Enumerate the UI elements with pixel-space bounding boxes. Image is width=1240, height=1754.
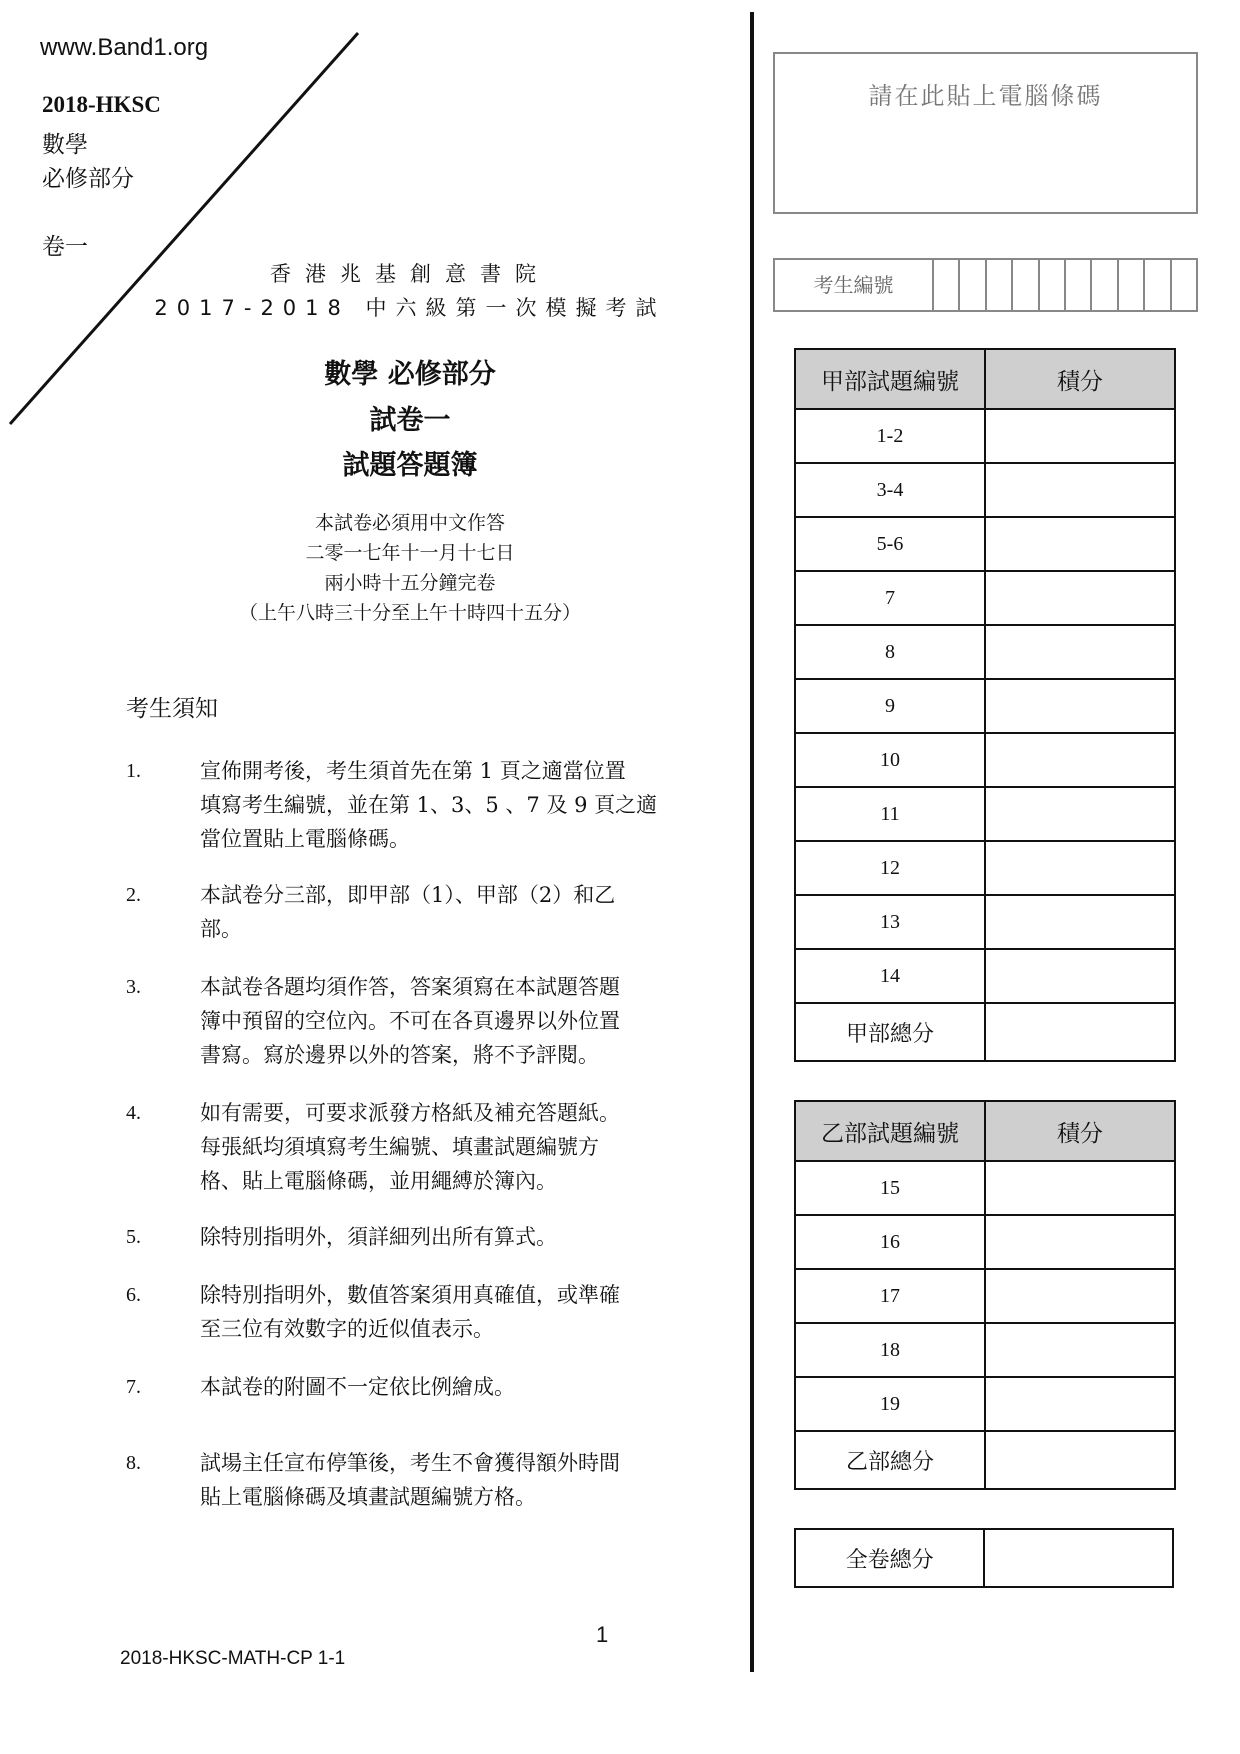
candidate-digit-cell[interactable] (934, 260, 960, 310)
question-number: 3-4 (795, 463, 985, 517)
score-cell[interactable] (985, 1269, 1175, 1323)
notice-number: 5. (126, 1226, 141, 1248)
info-language: 本試卷必須用中文作答 (314, 512, 505, 534)
score-cell[interactable] (985, 733, 1175, 787)
section-a-total-label: 甲部總分 (795, 1003, 985, 1061)
question-number: 19 (795, 1377, 985, 1431)
notice-number: 4. (126, 1102, 141, 1124)
notice-line: 如有需要，可要求派發方格紙及補充答題紙。 (200, 1101, 620, 1125)
question-number: 8 (795, 625, 985, 679)
notice-number: 6. (126, 1284, 141, 1306)
section-b-total-cell[interactable] (985, 1431, 1175, 1489)
question-number: 16 (795, 1215, 985, 1269)
info-time: （上午八時三十分至上午十時四十五分） (238, 602, 581, 624)
score-cell[interactable] (985, 463, 1175, 517)
section-b-header-question: 乙部試題編號 (795, 1101, 985, 1161)
section-b-header-score: 積分 (985, 1101, 1175, 1161)
notice-line: 部。 (200, 917, 242, 941)
section-a-marks-table (794, 348, 1176, 1062)
notice-line: 每張紙均須填寫考生編號、填畫試題編號方 (200, 1135, 599, 1159)
score-cell[interactable] (985, 841, 1175, 895)
notice-number: 1. (126, 760, 141, 782)
candidate-digit-cell[interactable] (1172, 260, 1196, 310)
site-url: www.Band1.org (40, 34, 209, 61)
header-paper: 卷一 (42, 234, 88, 260)
candidate-number-label: 考生編號 (775, 260, 934, 310)
question-number: 14 (795, 949, 985, 1003)
notice-line: 填寫考生編號，並在第 1、3、5 、7 及 9 頁之適 (200, 793, 658, 817)
notice-line: 當位置貼上電腦條碼。 (200, 827, 410, 851)
notice-number: 2. (126, 884, 141, 906)
candidate-digit-cell[interactable] (1066, 260, 1092, 310)
question-number: 12 (795, 841, 985, 895)
question-number: 11 (795, 787, 985, 841)
notice-line: 本試卷各題均須作答，答案須寫在本試題答題 (200, 975, 620, 999)
score-cell[interactable] (985, 679, 1175, 733)
notice-line: 簿中預留的空位內。不可在各頁邊界以外位置 (200, 1009, 620, 1033)
section-a-total-cell[interactable] (985, 1003, 1175, 1061)
header-part: 必修部分 (42, 166, 134, 192)
question-number: 9 (795, 679, 985, 733)
barcode-box[interactable] (773, 52, 1198, 214)
section-b-marks-table (794, 1100, 1176, 1490)
notice-number: 8. (126, 1452, 141, 1474)
score-cell[interactable] (985, 409, 1175, 463)
notice-line: 除特別指明外，數值答案須用真確值，或準確 (200, 1283, 620, 1307)
vertical-divider (750, 12, 754, 1672)
title-booklet: 試題答題簿 (342, 450, 478, 481)
candidate-digit-cell[interactable] (1013, 260, 1039, 310)
header-subject: 數學 (42, 132, 88, 158)
score-cell[interactable] (985, 571, 1175, 625)
question-number: 18 (795, 1323, 985, 1377)
title-subject: 數學 必修部分 (324, 359, 496, 390)
score-cell[interactable] (985, 1323, 1175, 1377)
notice-line: 格、貼上電腦條碼，並用繩縛於簿內。 (200, 1169, 557, 1193)
notice-line: 書寫。寫於邊界以外的答案，將不予評閱。 (200, 1043, 599, 1067)
section-b-total-label: 乙部總分 (795, 1431, 985, 1489)
question-number: 15 (795, 1161, 985, 1215)
score-cell[interactable] (985, 895, 1175, 949)
header-code: 2018-HKSC (42, 92, 161, 117)
candidate-digit-cell[interactable] (1119, 260, 1145, 310)
candidate-digit-cell[interactable] (1040, 260, 1066, 310)
score-cell[interactable] (985, 625, 1175, 679)
question-number: 7 (795, 571, 985, 625)
section-a-header-score: 積分 (985, 349, 1175, 409)
score-cell[interactable] (985, 1377, 1175, 1431)
candidate-digit-cell[interactable] (960, 260, 986, 310)
notice-line: 試場主任宣布停筆後，考生不會獲得額外時間 (200, 1451, 620, 1475)
notice-heading: 考生須知 (126, 696, 218, 722)
grand-total-cell[interactable] (984, 1529, 1173, 1587)
info-duration: 兩小時十五分鐘完卷 (324, 572, 496, 594)
notice-line: 宣佈開考後，考生須首先在第 1 頁之適當位置 (200, 759, 626, 783)
score-cell[interactable] (985, 949, 1175, 1003)
page-number: 1 (596, 1622, 609, 1647)
grand-total-label: 全卷總分 (795, 1529, 984, 1587)
candidate-digit-cell[interactable] (1092, 260, 1118, 310)
barcode-label: 請在此貼上電腦條碼 (868, 82, 1103, 110)
title-paper: 試卷一 (369, 405, 451, 436)
candidate-digit-cell[interactable] (987, 260, 1013, 310)
footer-code: 2018-HKSC-MATH-CP 1-1 (120, 1648, 346, 1669)
exam-name: 2017-2018 中六級第一次模擬考試 (154, 296, 666, 320)
notice-line: 至三位有效數字的近似值表示。 (200, 1317, 494, 1341)
grand-total-table (794, 1528, 1174, 1588)
notice-line: 本試卷的附圖不一定依比例繪成。 (200, 1375, 515, 1399)
question-number: 17 (795, 1269, 985, 1323)
score-cell[interactable] (985, 517, 1175, 571)
notice-line: 本試卷分三部，即甲部（1）、甲部（2）和乙 (200, 883, 616, 907)
info-date: 二零一七年十一月十七日 (305, 542, 515, 564)
notice-number: 3. (126, 976, 141, 998)
notice-line: 除特別指明外，須詳細列出所有算式。 (200, 1225, 557, 1249)
section-a-header-question: 甲部試題編號 (795, 349, 985, 409)
question-number: 13 (795, 895, 985, 949)
question-number: 5-6 (795, 517, 985, 571)
score-cell[interactable] (985, 1161, 1175, 1215)
question-number: 1-2 (795, 409, 985, 463)
school-name: 香港兆基創意書院 (270, 262, 550, 286)
notice-number: 7. (126, 1376, 141, 1398)
score-cell[interactable] (985, 1215, 1175, 1269)
notice-line: 貼上電腦條碼及填畫試題編號方格。 (200, 1485, 536, 1509)
candidate-digit-cell[interactable] (1145, 260, 1171, 310)
score-cell[interactable] (985, 787, 1175, 841)
question-number: 10 (795, 733, 985, 787)
candidate-number-box[interactable] (773, 258, 1198, 312)
